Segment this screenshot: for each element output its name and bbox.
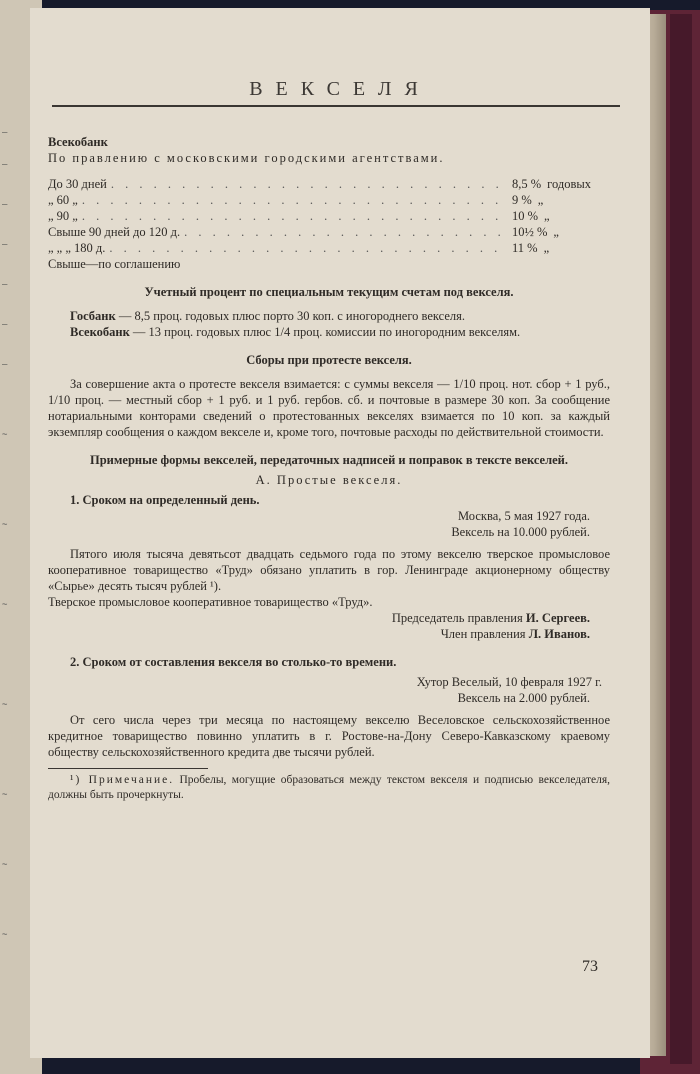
signature-label: Член правления [440,627,526,641]
rate-value: 10½ % [512,225,548,239]
rate-value: 9 % [512,193,532,207]
rate-term: „ 60 „ [48,193,78,207]
rate-row [48,208,610,224]
rate-unit: „ [553,225,559,239]
item2-amount: Вексель на 2.000 рублей. [457,691,590,705]
rate-term: До 30 дней [48,177,107,191]
footnote [48,773,610,803]
section-title-vsekobank: Всекобанк [48,135,108,149]
left-page-edge: — — — — — — — ~ ~ ~ ~ ~ ~ ~ [0,0,42,1074]
rate-row [48,224,610,240]
rate-term: Свыше 90 дней до 120 д. [48,225,181,239]
rate-row [48,240,610,256]
footnote-rule [48,768,208,769]
rate-value: 8,5 % [512,177,542,191]
header-rule [52,105,620,107]
signature-name: И. Сергеев. [525,611,590,625]
rate-note: Свыше—по соглашению [48,257,181,271]
rate-term: „ 90 „ [48,209,78,223]
leader-dots [109,240,508,256]
item1-amount: Вексель на 10.000 рублей. [451,525,590,539]
paragraph-protest: За совершение акта о протесте векселя взимается: с суммы векселя — 1/10 проц. нот. сбор + 1 руб., 1/10 проц. — местный сбор + 1 руб. и 1 руб. гербов. сб. и почтовые в размере 30 коп. За сообщение нотариальными конторами сведений о протестованных векселях взимается по 10 коп. за каждый экземпляр сообщения о каждом векселе и, кроме того, почтовые расходы по действительной стоимости. [48,377,610,439]
signature-label: Председатель правления [391,611,523,625]
item2-place-date: Хутор Веселый, 10 февраля 1927 г. [416,675,602,689]
leader-dots [184,224,508,240]
running-header: ВЕКСЕЛЯ [249,78,431,100]
item1-body: Пятого июля тысяча девятьсот двадцать седьмого года по этому векселю тверское промысловое кооперативное товарищество «Труд» обязано уплатить в гор. Ленинграде акционерному обществу «Сырье» десять тысяч рублей ¹). [48,547,610,593]
item1-signature-1 [48,610,610,626]
rate-value: 11 % [512,241,538,255]
rate-row [48,176,610,192]
leader-dots [111,176,508,192]
vsekobank-label: Всекобанк [70,325,130,339]
book-cover-edge [670,14,692,1064]
rate-unit: „ [537,193,544,207]
leader-dots [82,192,508,208]
gosbank-label: Госбанк [70,309,116,323]
item1-issuer: Тверское промысловое кооперативное товарищество «Труд». [48,595,373,609]
section-title-discount: Учетный процент по специальным текущим счетам под векселя. [144,285,514,299]
item1-title: 1. Сроком на определенный день. [70,493,260,507]
leader-dots [82,208,508,224]
rate-row [48,192,610,208]
rate-value: 10 % [512,209,539,223]
section-title-forms: Примерные формы векселей, передаточных надписей и поправок в тексте векселей. [90,453,568,467]
rate-unit: „ [544,209,550,223]
subhead-simple-bills: А. Простые векселя. [255,473,403,487]
item1-place-date: Москва, 5 мая 1927 года. [457,509,590,523]
page-number: 73 [582,958,598,975]
vsekobank-text: — 13 проц. годовых плюс 1/4 проц. комиссии по иногородним векселям. [129,325,521,339]
paragraph-gosbank [48,308,610,324]
item1-signature-2 [48,626,610,642]
item2-body: От сего числа через три месяца по настоящему векселю Веселовское сельскохозяйственное кредитное товарищество повинно уплатить в г. Ростове-на-Дону Северо-Кавказскому краевому обществу сельскохозяйственного кредита две тысячи рублей. [48,713,610,759]
rate-unit: годовых [547,177,592,191]
page-content [48,134,610,803]
rate-term: „ „ „ 180 д. [48,241,106,255]
section-subtitle: По правлению с московскими городскими агентствами. [48,151,445,165]
footnote-mark: ¹) Примечание. [70,774,175,786]
signature-name: Л. Иванов. [528,627,590,641]
book-page [30,8,650,1058]
rate-unit: „ [543,241,550,255]
rates-table [48,176,610,272]
section-title-protest: Сборы при протесте векселя. [246,353,412,367]
gosbank-text: — 8,5 проц. годовых плюс порто 30 коп. с иногороднего векселя. [115,309,466,323]
paragraph-vsekobank [48,324,610,340]
footnote-text: Пробелы, могущие образоваться между текстом векселя и подписью векселедателя, должны быть прочеркнуты. [48,774,610,801]
item2-title: 2. Сроком от составления векселя во столько-то времени. [70,655,397,669]
